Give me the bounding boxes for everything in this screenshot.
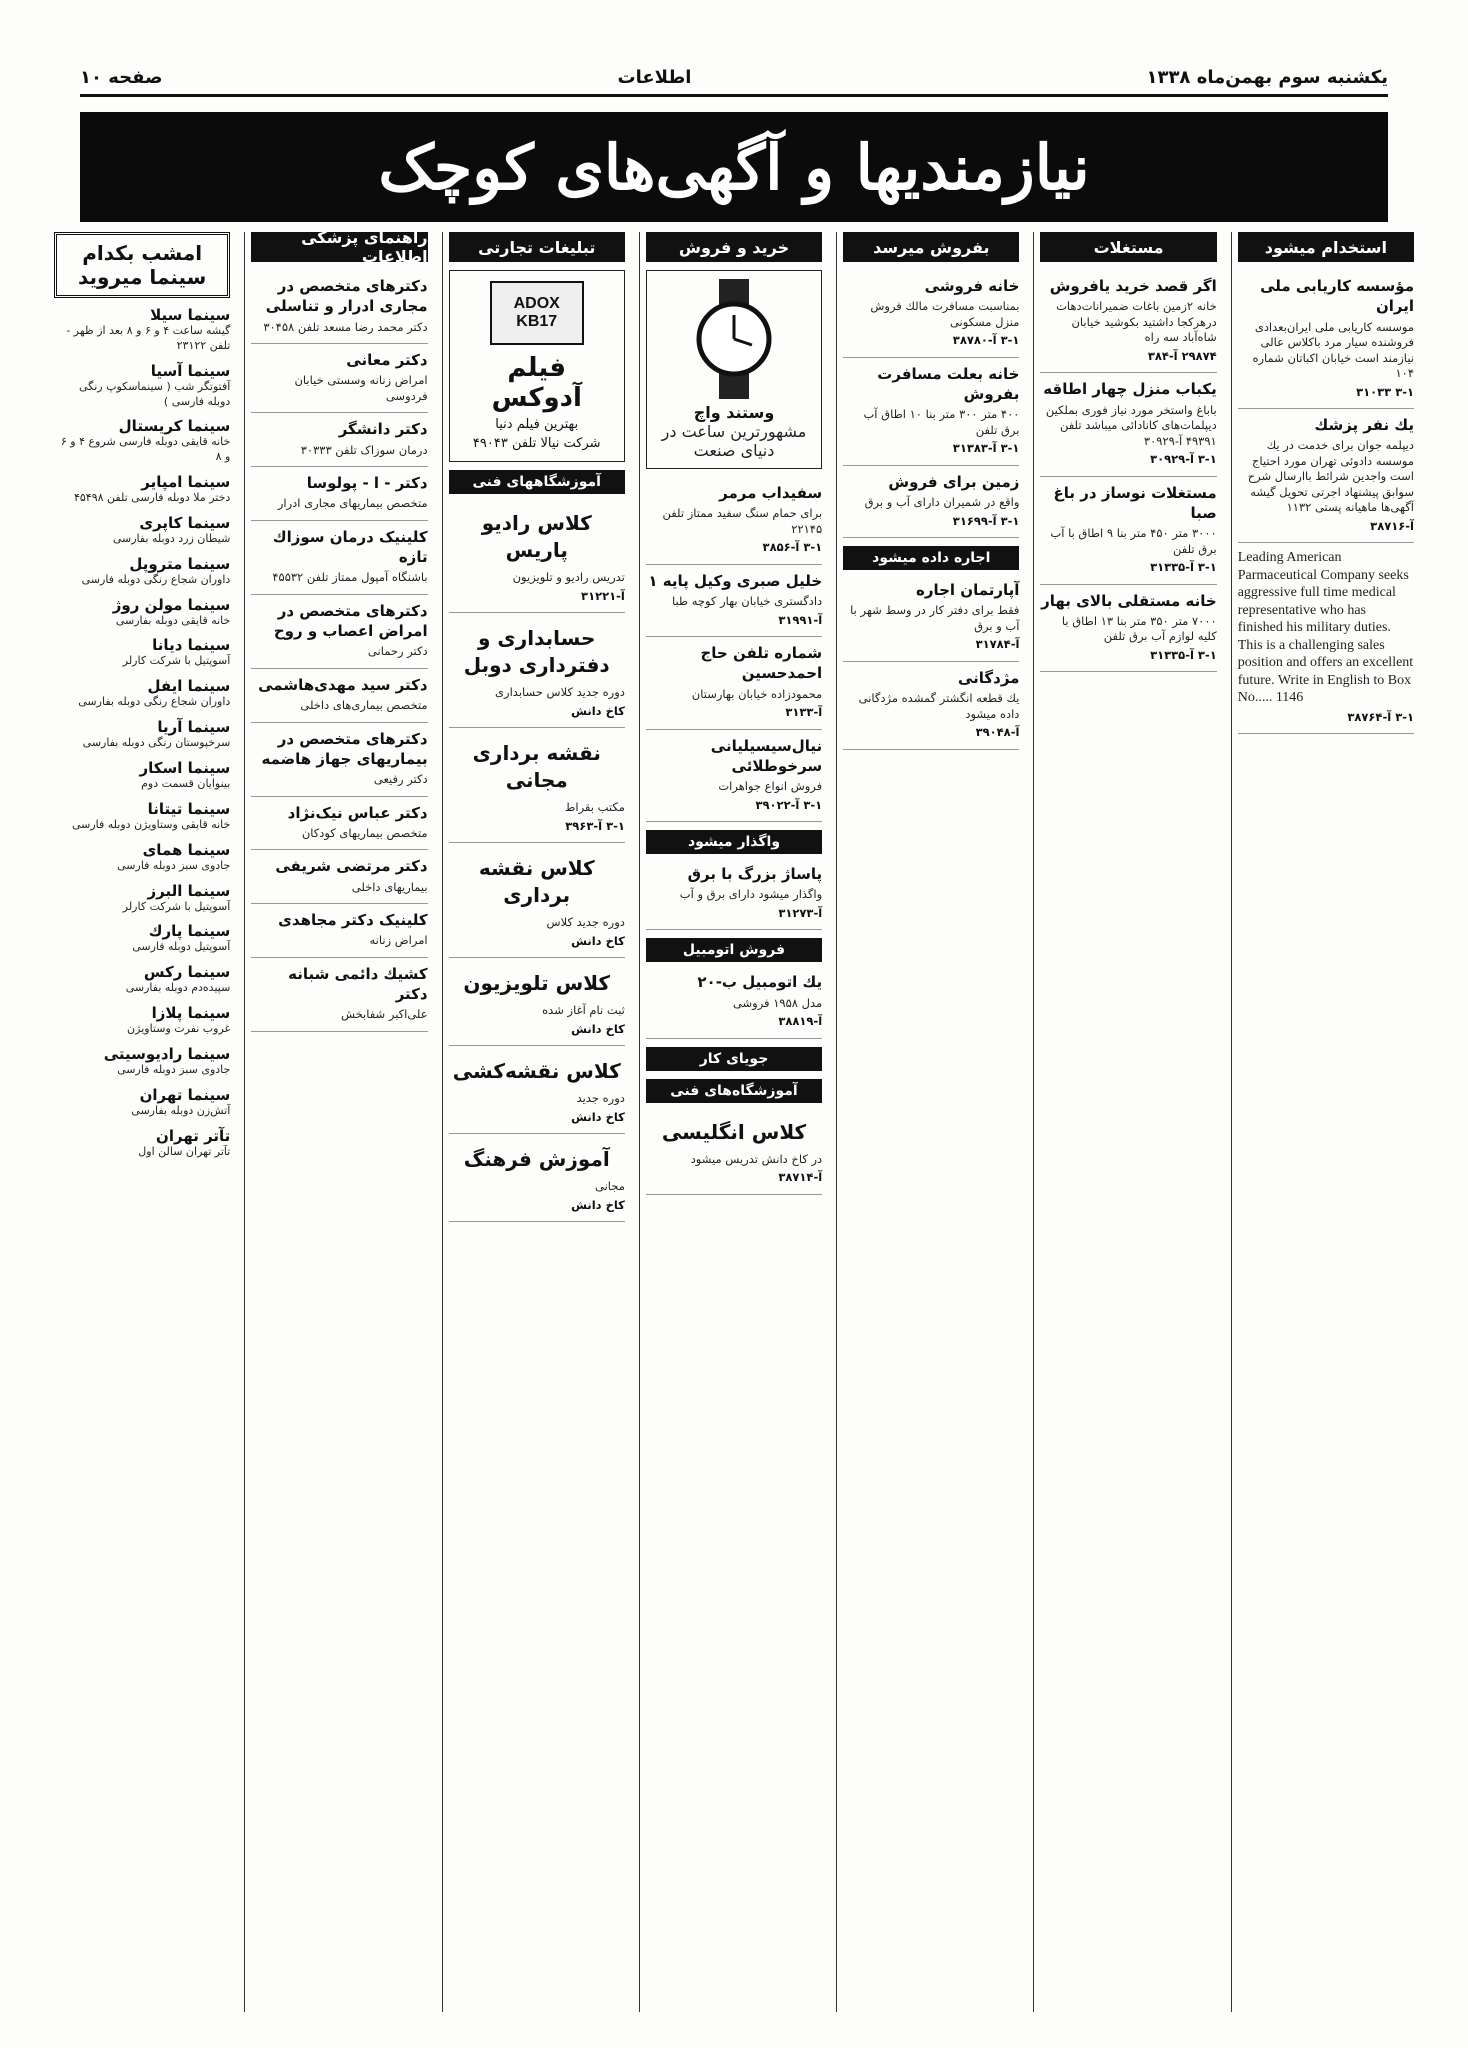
ad-title: دکتر دانشگر bbox=[338, 420, 428, 439]
ad-title: مستغلات نوساز در باغ صبا bbox=[1053, 483, 1217, 522]
ad-body: بیماریهای داخلی bbox=[351, 879, 428, 894]
ad-phone: آ-۳۱۹۹۱ bbox=[778, 612, 823, 627]
classified-columns bbox=[48, 228, 1420, 2012]
column-header: استخدام میشود bbox=[1238, 232, 1414, 262]
classified-ad bbox=[1040, 373, 1216, 476]
film-box-icon: ADOX KB17 bbox=[490, 281, 584, 345]
cinema-name: سینما آسیا bbox=[150, 361, 231, 380]
cinema-showtimes: بینوایان قسمت دوم bbox=[141, 776, 231, 790]
doctor-ad bbox=[251, 344, 427, 413]
ad-title: خانه فروشی bbox=[924, 277, 1020, 295]
cinema-name: سینما آریا bbox=[157, 718, 231, 737]
classified-ad bbox=[1238, 409, 1414, 543]
ad-body: در کاخ دانش تدریس میشود bbox=[690, 1151, 823, 1166]
cinema-name: سینما کاپری bbox=[139, 513, 231, 532]
ad-body: متخصص بیماری‌های داخلی bbox=[300, 698, 428, 713]
ad-title: یکباب منزل چهار اطاقه bbox=[1043, 380, 1217, 399]
ad-body: فقط برای دفتر کار در وسط شهر با آب و برق bbox=[850, 603, 1020, 633]
cinema-listing bbox=[54, 841, 230, 874]
classified-ad bbox=[1040, 270, 1216, 373]
classified-ad bbox=[449, 1134, 625, 1222]
ad-body: مدل ۱۹۵۸ فروشی bbox=[732, 995, 823, 1010]
ad-title: آپارتمان اجاره bbox=[915, 581, 1020, 600]
classified-ad bbox=[843, 466, 1019, 538]
cinema-showtimes: آسوپتیل با شرکت کارلر bbox=[122, 899, 231, 913]
column-cinemas bbox=[48, 232, 236, 2012]
ad-phone: آ-۳۱۲۲۱ bbox=[581, 588, 625, 603]
cinema-name: سینما رادیوسیتی bbox=[103, 1044, 231, 1063]
classified-ad bbox=[449, 958, 625, 1046]
page-header bbox=[80, 60, 1388, 97]
ad-title: اگر قصد خرید یافروش bbox=[1049, 277, 1217, 295]
banner-title: نیازمندیها و آگهی‌های کوچک bbox=[378, 130, 1090, 204]
ad-title: نقشه برداری مجانی bbox=[472, 741, 601, 793]
ad-body: امراض زنانه وسستی خیابان فردوسی bbox=[294, 373, 428, 403]
doctor-ad bbox=[251, 467, 427, 521]
ad-phone: آ-۳۱۳۳ bbox=[785, 705, 823, 720]
english-ad-body: Leading American Parmaceutical Company seeks aggressive full time medical representative who has finished his military duties. This is a challenging sales position and offers an excellent future. Write in English to Box No..... 1146 bbox=[1237, 550, 1414, 706]
ad-phone: ۳-۱ آ-۳۱۳۸۳ bbox=[952, 441, 1020, 456]
ad-title: کلاس رادیو پاریس bbox=[481, 511, 592, 562]
ad-title: یك نفر پزشك bbox=[1314, 416, 1414, 435]
paper-name: اطلاعات bbox=[617, 66, 692, 88]
ad-phone: کاخ دانش bbox=[571, 1021, 625, 1036]
cinema-list bbox=[54, 306, 230, 1159]
cinema-name: سینما کریستال bbox=[118, 417, 231, 436]
cinema-name: سینما مولن روژ bbox=[112, 595, 231, 614]
column-for-sale bbox=[836, 232, 1025, 2012]
page-date: یکشنبه سوم بهمن‌ماه ۱۳۳۸ bbox=[1146, 66, 1388, 88]
cinema-showtimes: دختر ملا دوبله فارسی تلفن ۴۵۴۹۸ bbox=[73, 491, 231, 505]
ad-body: فروش انواع جواهرات bbox=[718, 779, 823, 794]
page-number: صفحه ۱۰ bbox=[80, 66, 163, 88]
ad-title: دکترهای متخصص در امراض اعصاب و روح bbox=[273, 601, 428, 641]
ad-body: دوره جدید کلاس bbox=[546, 915, 625, 930]
cinema-name: تآتر تهران bbox=[156, 1126, 231, 1145]
ad-body: باشنگاه آمپول ممتاز تلفن ۴۵۵۳۲ bbox=[272, 570, 428, 585]
ad-body: دکتر محمد رضا مسعد تلفن ۳۰۴۵۸ bbox=[263, 319, 428, 334]
column-real-estate bbox=[1033, 232, 1222, 2012]
ad-title: شماره تلفن حاج احمدحسین bbox=[700, 644, 823, 683]
ad-body: علی‌اکبر شفابخش bbox=[340, 1007, 428, 1022]
cinema-listing bbox=[54, 596, 230, 629]
ad-title: دکتر عباس نیک‌نژاد bbox=[287, 803, 428, 822]
ad-title: مؤسسه کاریابی ملی ایران bbox=[1260, 277, 1414, 316]
cinema-name: سینما پلازا bbox=[151, 1004, 231, 1023]
classified-ad bbox=[449, 728, 625, 843]
ad-phone: آ-۳۹۰۴۸ bbox=[975, 725, 1020, 740]
classified-ad bbox=[843, 270, 1019, 358]
cinema-listing bbox=[54, 800, 230, 833]
ad-title: دکترهای متخصص در مجاری ادرار و تناسلی bbox=[265, 277, 428, 316]
classified-ad bbox=[646, 1107, 822, 1195]
cinema-name: سینما ایفل bbox=[147, 677, 231, 696]
ad-body: مجانی bbox=[595, 1179, 625, 1194]
english-ad bbox=[1238, 543, 1414, 734]
ad-body: ثبت نام آغاز شده bbox=[542, 1003, 625, 1018]
cinema-listing bbox=[54, 882, 230, 915]
film-title: فیلم آدوکس bbox=[491, 353, 582, 413]
wristwatch-icon bbox=[674, 279, 794, 399]
ad-title: حسابداری و دفترداری دوبل bbox=[463, 626, 610, 678]
cinema-listing bbox=[54, 306, 230, 354]
ad-body: واقع در شمیران دارای آب و برق bbox=[864, 495, 1020, 510]
ad-title: کلاس انگلیسی bbox=[661, 1119, 807, 1144]
ad-phone: ۳-۱ آ-۳۱۳۳۵ bbox=[1150, 560, 1217, 575]
doctor-ad bbox=[251, 595, 427, 669]
ad-title: پاساژ بزرگ با برق bbox=[687, 865, 823, 884]
cinema-listing bbox=[54, 922, 230, 955]
ad-title: یك اتومبیل ب-۲۰ bbox=[697, 973, 823, 992]
cinema-header: امشب بکدام سینما میروید bbox=[54, 232, 230, 298]
ad-phone: آ-۳۸۷۱۶ bbox=[1370, 518, 1414, 533]
ad-phone: کاخ دانش bbox=[571, 1109, 625, 1124]
ad-body: ۳۰۰۰ متر ۴۵۰ متر بنا ۹ اطاق با آب برق تلفن bbox=[1050, 526, 1217, 556]
ad-phone: کاخ دانش bbox=[571, 1197, 625, 1212]
cinema-listing bbox=[54, 718, 230, 751]
ad-body: محمودزاده خیابان بهارستان bbox=[691, 686, 823, 701]
ad-body: درمان سوزاک تلفن ۳۰۳۳۳ bbox=[300, 442, 428, 457]
classified-ad bbox=[1238, 270, 1414, 409]
cinema-listing bbox=[54, 362, 230, 410]
section-header: فروش اتومبیل bbox=[646, 938, 822, 962]
ad-title: خلیل صبری وکیل پایه ۱ bbox=[648, 571, 823, 590]
ad-title: نیال‌سیسیلیا‌نی سرخوطلائی bbox=[710, 736, 823, 775]
cinema-listing bbox=[54, 1045, 230, 1078]
section-header: آموزشگاههای فنی bbox=[449, 470, 625, 494]
ad-phone: ۲۹۸۷۴ آ-۳۸۴ bbox=[1147, 348, 1217, 363]
ad-body: امراض زنانه bbox=[369, 933, 428, 948]
ad-title: دکتر - ا - پولوسا bbox=[306, 474, 428, 493]
cinema-showtimes: آفتوتگر شب ( سینماسکوپ رنگی دوبله فارسی ) bbox=[78, 379, 231, 408]
classified-ad bbox=[646, 730, 822, 823]
ad-phone: ۳-۱ آ-۳۸۷۸۰ bbox=[952, 333, 1020, 348]
ad-title: کلاس نقشه برداری bbox=[478, 856, 595, 908]
cinema-showtimes: خانه قایقی دوبله فارسی شروع ۴ و ۶ و ۸ bbox=[60, 435, 231, 464]
ad-phone: ۳-۱ آ-۳۹۶۳ bbox=[565, 818, 625, 833]
ad-title: زمین برای فروش bbox=[888, 472, 1020, 491]
cinema-showtimes: داوران شجاع رنگی دوبله بفارسی bbox=[78, 695, 231, 709]
ad-body: باباغ واستخر مورد نیاز فوری بملکین دیپلمات‌های کانادائی میباشد تلفن ۴۹۳۹۱ آ-۳۰۹۲۹ bbox=[1045, 402, 1217, 448]
ad-body: یك قطعه انگشتر گمشده مژدگانی داده میشود bbox=[858, 691, 1020, 721]
ad-phone: آ-۳۱۷۸۴ bbox=[975, 637, 1020, 652]
ad-title: کشیك دائمی شبانه دکتر bbox=[288, 964, 428, 1004]
cinema-showtimes: جادوی سبز دوبله فارسی bbox=[117, 858, 231, 872]
ad-body: متخصص بیماریهای مجاری ادرار bbox=[277, 496, 428, 511]
ad-body: دکتر رحمانی bbox=[367, 644, 428, 659]
column-header: راهنمای پزشکی اطلاعات bbox=[251, 232, 427, 262]
cinema-listing bbox=[54, 963, 230, 996]
cinema-showtimes: شیطان زرد دوبله بفارسی bbox=[112, 531, 231, 545]
classified-ad bbox=[646, 858, 822, 930]
column-buy-sell bbox=[639, 232, 828, 2012]
cinema-name: سینما البرز bbox=[147, 881, 231, 900]
cinema-name: سینما امپایر bbox=[141, 473, 231, 492]
film-address: شرکت نیالا تلفن ۴۹۰۴۳ bbox=[472, 436, 601, 451]
cinema-name: سینما دیانا bbox=[152, 636, 231, 655]
cinema-showtimes: خانه قایقی دوبله بفارسی bbox=[115, 613, 231, 627]
cinema-name: سینما اسکار bbox=[139, 758, 231, 777]
cinema-listing bbox=[54, 1086, 230, 1119]
classified-ad bbox=[843, 574, 1019, 662]
classified-ad bbox=[449, 613, 625, 728]
classified-ad bbox=[843, 662, 1019, 750]
classified-ad bbox=[1040, 585, 1216, 673]
ad-body: موسسه کاریابی ملی ایران‌بعدادی فروشنده سیار مرد باکلاس عالی نیازمند است خیابان اکباتان شماره ۱۰۴ bbox=[1252, 319, 1414, 381]
ad-phone: آ-۳۸۸۱۹ bbox=[778, 1014, 823, 1029]
classified-ad bbox=[449, 843, 625, 958]
classified-ad bbox=[449, 1046, 625, 1134]
classified-ad bbox=[646, 966, 822, 1038]
ad-phone: کاخ دانش bbox=[571, 703, 625, 718]
cinema-name: سینما تهران bbox=[139, 1085, 231, 1104]
ad-title: خانه بعلت مسافرت بفروش bbox=[877, 364, 1020, 404]
column-employment bbox=[1231, 232, 1420, 2012]
cinema-showtimes: داوران شجاع رنگی دوبله فارسی bbox=[81, 572, 231, 586]
cinema-listing bbox=[54, 1127, 230, 1160]
ad-phone: آ-۳۱۲۷۳ bbox=[778, 905, 823, 920]
cinema-showtimes: غروب نفرت وستاویژن bbox=[127, 1022, 231, 1036]
ad-phone: ۳-۱ آ-۳۱۳۳۵ bbox=[1150, 647, 1217, 662]
classified-ad bbox=[843, 358, 1019, 466]
ad-title: کلاس تلویزیون bbox=[463, 971, 611, 996]
ad-phone: ۳-۱ ۳۱۰۳۳ bbox=[1356, 384, 1414, 399]
doctor-ad bbox=[251, 850, 427, 904]
cinema-name: سینما رکس bbox=[143, 963, 231, 982]
column-commercial bbox=[442, 232, 631, 2012]
cinema-listing bbox=[54, 677, 230, 710]
column-header: مستغلات bbox=[1040, 232, 1216, 262]
film-advertisement bbox=[449, 270, 625, 462]
ad-title: خانه مستقلی بالای بهار bbox=[1041, 591, 1217, 610]
ad-title: سفیداب مرمر bbox=[719, 484, 823, 502]
ad-title: کلاس نقشه‌کشی bbox=[452, 1059, 621, 1084]
ad-title: دکتر معانی bbox=[346, 351, 428, 370]
cinema-listing bbox=[54, 555, 230, 588]
ad-body: ۴۰۰ متر ۳۰۰ متر بنا ۱۰ اطاق آب برق تلفن bbox=[863, 407, 1020, 437]
ad-title: دکترهای متخصص در بیماریهای جهاز هاضمه bbox=[261, 729, 428, 768]
classified-banner bbox=[80, 112, 1388, 222]
ad-body: مکتب بقراط bbox=[564, 800, 625, 815]
cinema-showtimes: سرخپوستان رنگی دوبله بفارسی bbox=[82, 736, 231, 750]
section-header: واگذار میشود bbox=[646, 830, 822, 854]
cinema-name: سینما تیتانا bbox=[147, 799, 231, 818]
cinema-name: سینما همای bbox=[142, 840, 231, 859]
classified-ad bbox=[646, 637, 822, 730]
cinema-name: سینما سیلا bbox=[150, 306, 231, 324]
doctor-ad bbox=[251, 723, 427, 797]
watch-caption: مشهورترین ساعت در دنیای صنعت bbox=[661, 422, 807, 460]
ad-title: مژدگانی bbox=[957, 668, 1020, 687]
cinema-listing bbox=[54, 1004, 230, 1037]
ad-title: کلینیک درمان سوزاك تازه bbox=[272, 527, 428, 567]
ad-body: دادگستری خیابان بهار کوچه طبا bbox=[671, 594, 823, 609]
cinema-name: سینما پارك bbox=[148, 922, 231, 941]
doctor-ad bbox=[251, 958, 427, 1032]
column-header: خرید و فروش bbox=[646, 232, 822, 262]
cinema-showtimes: سپیده‌دم دوبله بفارسی bbox=[125, 981, 231, 995]
doctor-ad bbox=[251, 270, 427, 344]
cinema-name: سینما متروپل bbox=[129, 554, 231, 573]
ad-phone: ۳-۱ آ-۳۸۷۶۴ bbox=[1347, 709, 1414, 724]
doctor-ad bbox=[251, 797, 427, 851]
section-header: جویای کار bbox=[646, 1047, 822, 1071]
ad-phone: ۳-۱ آ-۳۱۶۹۹ bbox=[952, 513, 1020, 528]
cinema-listing bbox=[54, 636, 230, 669]
ad-body: ۷۰۰۰ متر ۳۵۰ متر بنا ۱۳ اطاق با کلیه لوازم آب برق تلفن bbox=[1061, 613, 1217, 644]
column-medical-guide bbox=[244, 228, 433, 2012]
watch-advertisement bbox=[646, 270, 822, 469]
cinema-showtimes: گیشه ساعت ۴ و ۶ و ۸ بعد از ظهر - تلفن ۲۳۱۲۲ bbox=[66, 324, 231, 352]
ad-body: دکتر رفیعی bbox=[373, 772, 428, 787]
section-header: آموزشگاه‌های فنی bbox=[646, 1079, 822, 1103]
ad-title: دکتر سید مهدی‌هاشمی bbox=[258, 675, 428, 694]
cinema-showtimes: آتش‌زن دوبله بفارسی bbox=[131, 1103, 231, 1117]
ad-title: کلینیک دکتر مجاهدی bbox=[278, 911, 428, 930]
classified-ad bbox=[1040, 477, 1216, 585]
classified-ad bbox=[449, 498, 625, 613]
section-header: اجاره داده میشود bbox=[843, 546, 1019, 570]
doctor-ad bbox=[251, 521, 427, 595]
ad-phone: آ-۳۸۷۱۴ bbox=[778, 1170, 823, 1185]
cinema-showtimes: تآتر تهران سالن اول bbox=[138, 1144, 231, 1158]
doctor-ad bbox=[251, 904, 427, 958]
ad-body: تدریس رادیو و تلویزیون bbox=[512, 570, 625, 584]
ad-body: دیپلمه جوان برای خدمت در یك موسسه دادوئی تهران مورد احتیاج است واجدین شرائط باارسال شرح سوابق پیشنهاد اجرتی تحویل گیشه آگهی‌ها ماهیانه پستی ۱۱۳۲ bbox=[1247, 438, 1414, 515]
film-subtitle: بهترین فیلم دنیا bbox=[495, 417, 579, 432]
doctor-ad bbox=[251, 669, 427, 723]
ad-body: بمناسبت مسافرت مالك فروش منزل مسکونی bbox=[870, 299, 1020, 329]
cinema-showtimes: خانه قایقی وستاویژن دوبله فارسی bbox=[71, 817, 231, 831]
ad-body: برای حمام سنگ سفید ممتاز تلفن ۲۲۱۴۵ bbox=[662, 506, 823, 536]
cinema-listing bbox=[54, 759, 230, 792]
ad-phone: ۳-۱ آ-۳۰۹۲۹ bbox=[1150, 452, 1217, 467]
ad-body: دوره جدید کلاس حسابداری bbox=[495, 685, 625, 700]
doctor-ad bbox=[251, 413, 427, 467]
cinema-showtimes: آسوپتیل دوبله فارسی bbox=[132, 940, 231, 954]
ad-phone: ۳-۱ آ-۳۹۰۲۲ bbox=[755, 797, 823, 812]
classified-ad bbox=[646, 565, 822, 637]
ad-body: متخصص بیماریهای کودکان bbox=[301, 825, 428, 840]
cinema-listing bbox=[54, 417, 230, 465]
column-header: بفروش میرسد bbox=[843, 232, 1019, 262]
ad-body: دوره جدید bbox=[576, 1091, 625, 1106]
classified-ad bbox=[646, 477, 822, 565]
column-header: تبلیغات تجارتی bbox=[449, 232, 625, 262]
cinema-showtimes: جادوی سبز دوبله فارسی bbox=[117, 1062, 231, 1076]
ad-body: واگذار میشود دارای برق و آب bbox=[679, 887, 823, 902]
cinema-showtimes: آسوپتیل با شرکت کارلر bbox=[122, 654, 231, 668]
ad-body: خانه ۲زمین باغات ضمیرانات‌دهات درهرکجا داشتید بکوشید خیابان شاه‌آباد سه راه bbox=[1056, 299, 1217, 345]
ad-phone: کاخ دانش bbox=[571, 933, 625, 948]
cinema-listing bbox=[54, 514, 230, 547]
watch-brand: وستند واچ bbox=[693, 403, 775, 422]
ad-title: دکتر مرتضی شریفی bbox=[275, 857, 428, 876]
ad-phone: ۳-۱ آ-۳۸۵۶ bbox=[762, 540, 823, 555]
ad-title: آموزش فرهنگ bbox=[463, 1147, 610, 1172]
cinema-listing bbox=[54, 473, 230, 506]
